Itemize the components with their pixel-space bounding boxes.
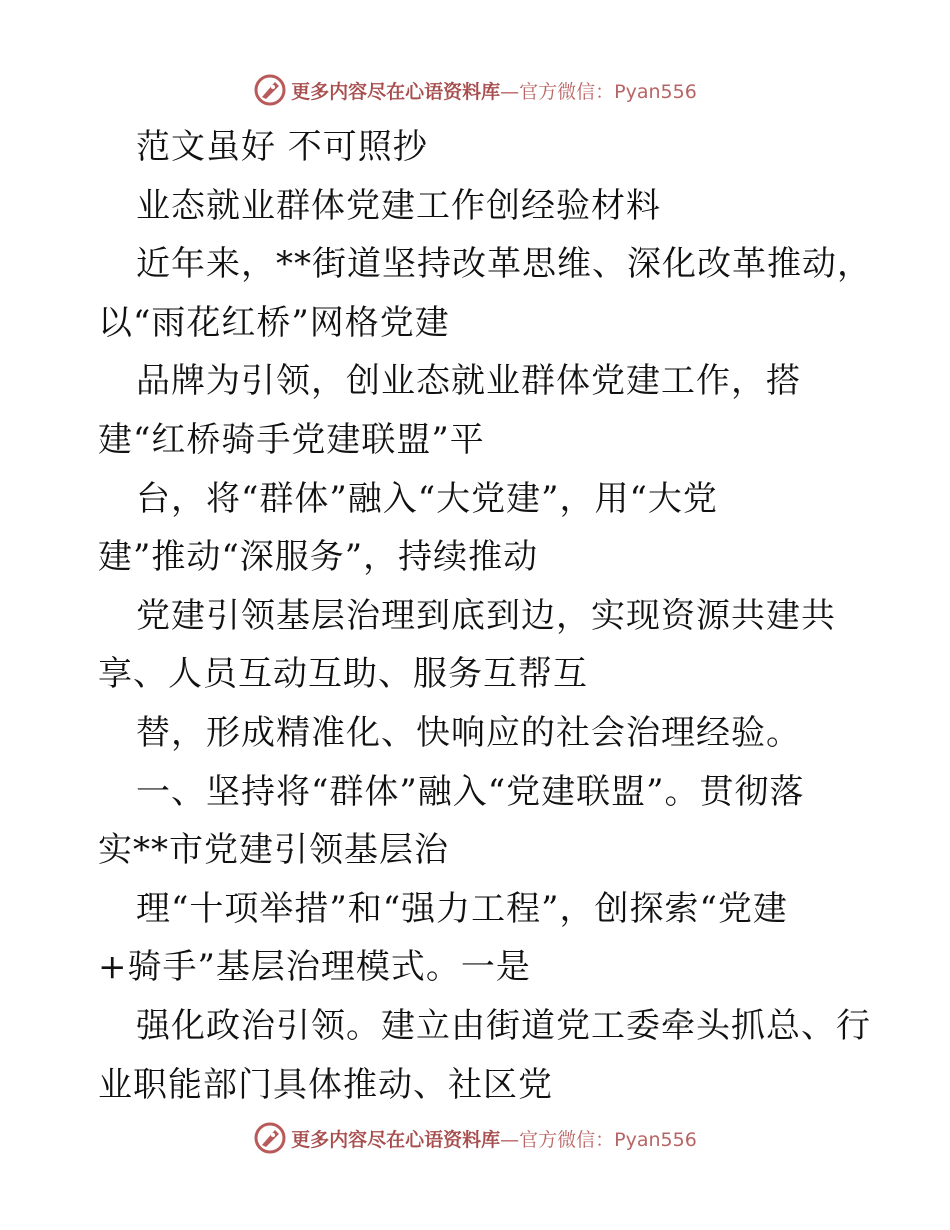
text-line: 建“红桥骑手党建联盟”平 <box>98 419 485 460</box>
document-body <box>98 118 898 1114</box>
text-line: 强化政治引领。建立由街道党工委牵头抓总、行 <box>136 1005 871 1046</box>
text-line: 党建引领基层治理到底到边，实现资源共建共 <box>136 595 836 636</box>
text-line: 品牌为引领，创业态就业群体党建工作，搭 <box>136 361 801 402</box>
text-line: 享、人员互动互助、服务互帮互 <box>98 654 588 695</box>
text-line: 一、坚持将“群体”融入“党建联盟”。贯彻落 <box>136 771 805 812</box>
text-line: +骑手”基层治理模式。一是 <box>98 947 531 988</box>
text-line: 以“雨花红桥”网格党建 <box>98 302 450 343</box>
text-line: 台，将“群体”融入“大党建”，用“大党 <box>136 478 718 519</box>
footer-banner-text: 更多内容尽在心语资料库—官方微信：Pyan556 <box>291 1128 697 1151</box>
footer-banner <box>0 1118 950 1158</box>
text-line: 理“十项举措”和“强力工程”，创探索“党建 <box>136 888 788 929</box>
text-line: 建”推动“深服务”，持续推动 <box>98 537 539 578</box>
text-line: 业态就业群体党建工作创经验材料 <box>136 185 661 226</box>
text-line: 实**市党建引领基层治 <box>98 830 449 871</box>
text-line: 业职能部门具体推动、社区党 <box>98 1064 553 1105</box>
text-line: 近年来，**街道坚持改革思维、深化改革推动， <box>136 244 872 285</box>
header-banner <box>0 70 950 110</box>
text-line: 替，形成精准化、快响应的社会治理经验。 <box>136 712 801 753</box>
header-banner-text: 更多内容尽在心语资料库—官方微信：Pyan556 <box>291 80 697 103</box>
pen-nib-logo-icon <box>253 73 287 107</box>
pen-nib-logo-icon <box>253 1121 287 1155</box>
text-line: 范文虽好 不可照抄 <box>136 127 428 167</box>
